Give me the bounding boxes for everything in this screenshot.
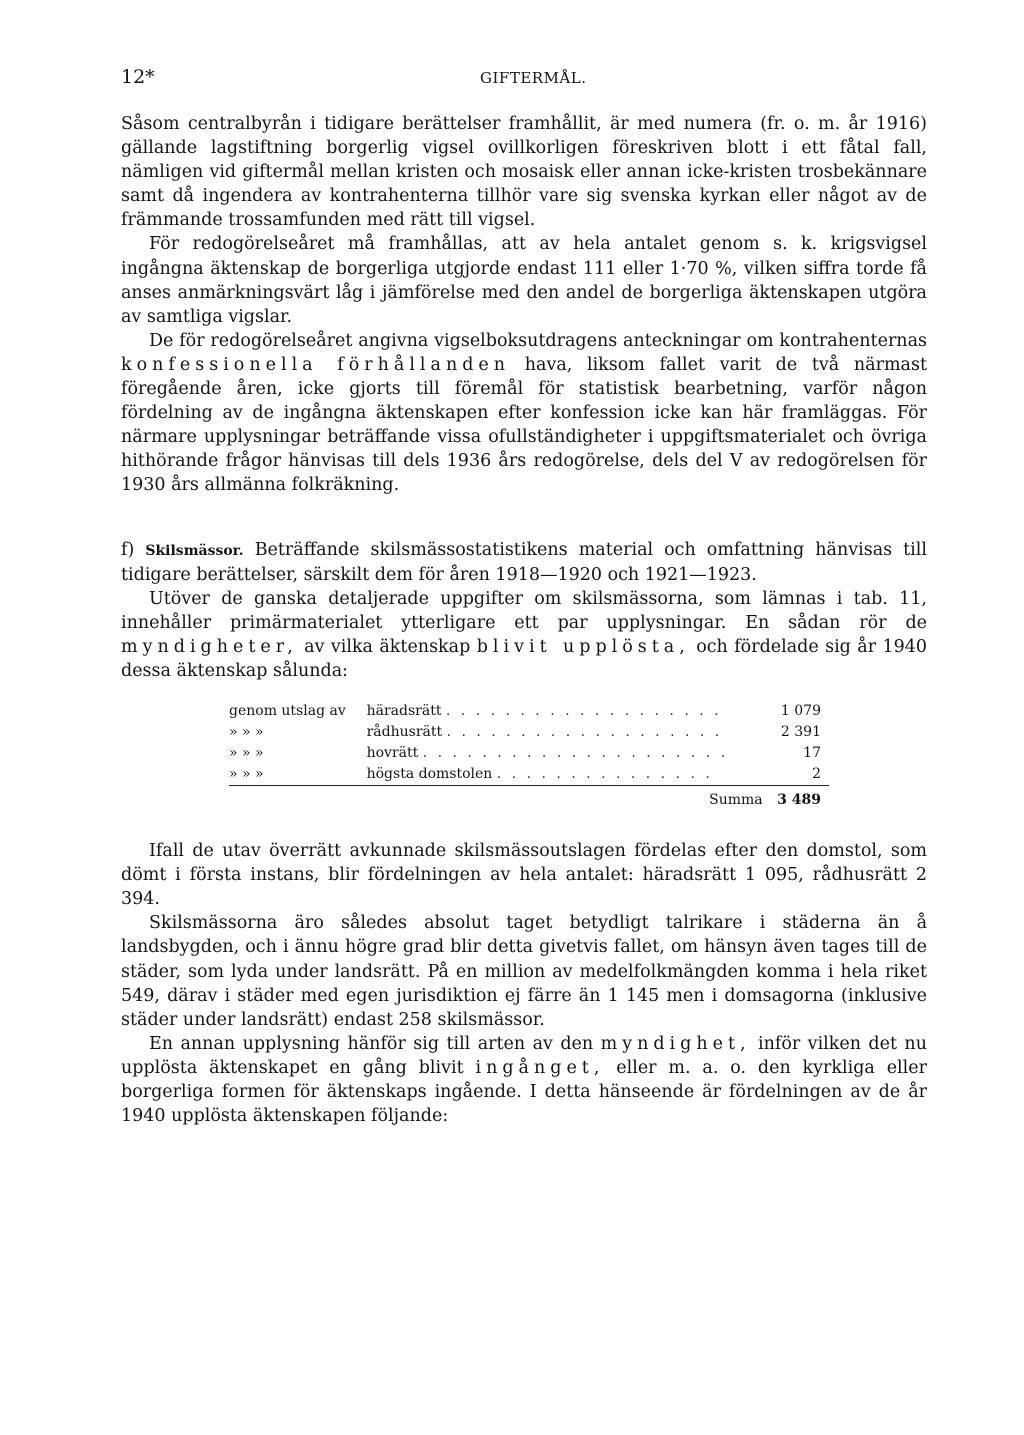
- court-name: hovrätt: [366, 745, 419, 762]
- court-distribution-table: [229, 701, 829, 811]
- paragraph-confession: [121, 329, 927, 498]
- court-name: häradsrätt: [366, 703, 442, 720]
- row-prefix: genom utslag av: [229, 703, 346, 720]
- paragraph-text: De för redogörelseåret angivna vigselboksutdragens anteckningar om kontrahenternas: [149, 330, 927, 351]
- paragraph-authorities: [121, 587, 927, 683]
- section-text: Beträffande skilsmässostatistikens material och omfattning hänvisas till tidigare berättelser, särskilt dem för åren 1918—1920 och 1921—1923.: [121, 539, 927, 585]
- row-count: 1 079: [780, 703, 821, 720]
- paragraph-text: av vilka äktenskap: [304, 636, 471, 657]
- table-row: [229, 764, 829, 786]
- row-count: 2: [812, 766, 821, 783]
- paragraph-marriage-form: [121, 1032, 927, 1128]
- paragraph-text: eller m. a. o. den kyrkliga eller borgerliga formen för äktenskaps ingående. I detta hänseende är fördelningen av de år 1940 upplösta äktenskapen följande:: [121, 1057, 927, 1127]
- court-name: rådhusrätt: [366, 724, 443, 741]
- spaced-emphasis: myndighet,: [600, 1033, 751, 1054]
- sum-value: 3 489: [763, 786, 829, 812]
- dot-leader: . . . . . . . . . . . . . . . . . . .: [446, 724, 723, 741]
- spaced-emphasis: ingånget,: [475, 1057, 605, 1078]
- court-name: högsta domstolen: [366, 766, 493, 783]
- paragraph-text: Utöver de ganska detaljerade uppgifter om skilsmässorna, som lämnas i tab. 11, innehåller primärmaterialet ytterligare ett par upplysningar. En sådan rör de: [121, 588, 927, 633]
- spaced-emphasis: konfessionella förhållanden: [121, 354, 511, 375]
- row-prefix: » » »: [229, 724, 264, 741]
- section-label: Skilsmässor.: [145, 542, 244, 559]
- row-count: 2 391: [780, 724, 821, 741]
- section-letter: f): [121, 539, 135, 560]
- table-row: [229, 701, 829, 722]
- dot-leader: . . . . . . . . . . . . . . .: [496, 766, 713, 783]
- spaced-emphasis: myndigheter,: [121, 636, 298, 657]
- paragraph-text: och fördelade sig år 1940 dessa äktenskap sålunda:: [121, 636, 927, 681]
- page-number: 12*: [121, 66, 155, 88]
- row-count: 17: [803, 745, 821, 762]
- paragraph-text: hava, liksom fallet varit de två närmast föregående åren, icke gjorts till föremål för statistisk bearbetning, varför någon fördelning av de ingångna äktenskapen efter konfession icke kan här framläggas. För närmare upplysningar beträffande vissa ofullständigheter i uppgiftsmaterialet och övriga hithörande frågor hänvisas till dels 1936 års redogörelse, dels del V av redogörelsen för 1930 års allmänna folkräkning.: [121, 354, 927, 496]
- table-sum-row: [229, 786, 829, 812]
- paragraph-text: En annan upplysning hänför sig till arten av den: [149, 1033, 594, 1054]
- sum-label: Summa: [367, 786, 763, 812]
- table-row: [229, 722, 829, 743]
- table-row: [229, 743, 829, 764]
- spaced-emphasis: blivit upplösta,: [476, 636, 690, 657]
- dot-leader: . . . . . . . . . . . . . . . . . . . . .: [422, 745, 729, 762]
- paragraph-civil-marriage: Såsom centralbyrån i tidigare berättelser framhållit, är med numera (fr. o. m. år 1916) gällande lagstiftning borgerlig vigsel ovillkorligen föreskriven blott i ett fåtal fall, nämligen vid giftermål mellan kristen och mosaisk eller annan icke-kristen trosbekännare samt då ingendera av kontrahenterna tillhör vare sig svenska kyrkan eller något av de främmande trossamfunden med rätt till vigsel.: [121, 114, 927, 231]
- paragraph-urban-rural: Skilsmässorna äro således absolut taget betydligt talrikare i städerna än å landsbygden, och i ännu högre grad blir detta givetvis fallet, om hänsyn även tages till de städer, som lyda under landsrätt. På en million av medelfolkmängden komma i hela riket 549, därav i städer med egen jurisdiktion ej färre än 1 145 men i domsagorna (inklusive städer under landsrätt) endast 258 skilsmässor.: [121, 913, 927, 1030]
- page-body: [121, 112, 927, 1128]
- running-title: GIFTERMÅL.: [480, 69, 587, 87]
- paragraph-text: inför vilken det nu upplösta äktenskapet en gång blivit: [121, 1033, 927, 1078]
- dot-leader: . . . . . . . . . . . . . . . . . . .: [445, 703, 722, 720]
- section-gap: [121, 498, 927, 538]
- row-prefix: » » »: [229, 766, 264, 783]
- table-gap: [121, 811, 927, 839]
- paragraph-appeal-distribution: Ifall de utav överrätt avkunnade skilsmässoutslagen fördelas efter den domstol, som dömt i första instans, blir fördelningen av hela antalet: häradsrätt 1 095, rådhusrätt 2 394.: [121, 841, 927, 910]
- row-prefix: » » »: [229, 745, 264, 762]
- section-divorces-heading: [121, 538, 927, 587]
- paragraph-war-marriages: För redogörelseåret må framhållas, att av hela antalet genom s. k. krigsvigsel ingångna äktenskap de borgerliga utgjorde endast 111 eller 1·70 %, vilken siffra torde få anses anmärkningsvärt låg i jämförelse med den andel de borgerliga äktenskapen utgöra av samtliga vigslar.: [121, 234, 927, 327]
